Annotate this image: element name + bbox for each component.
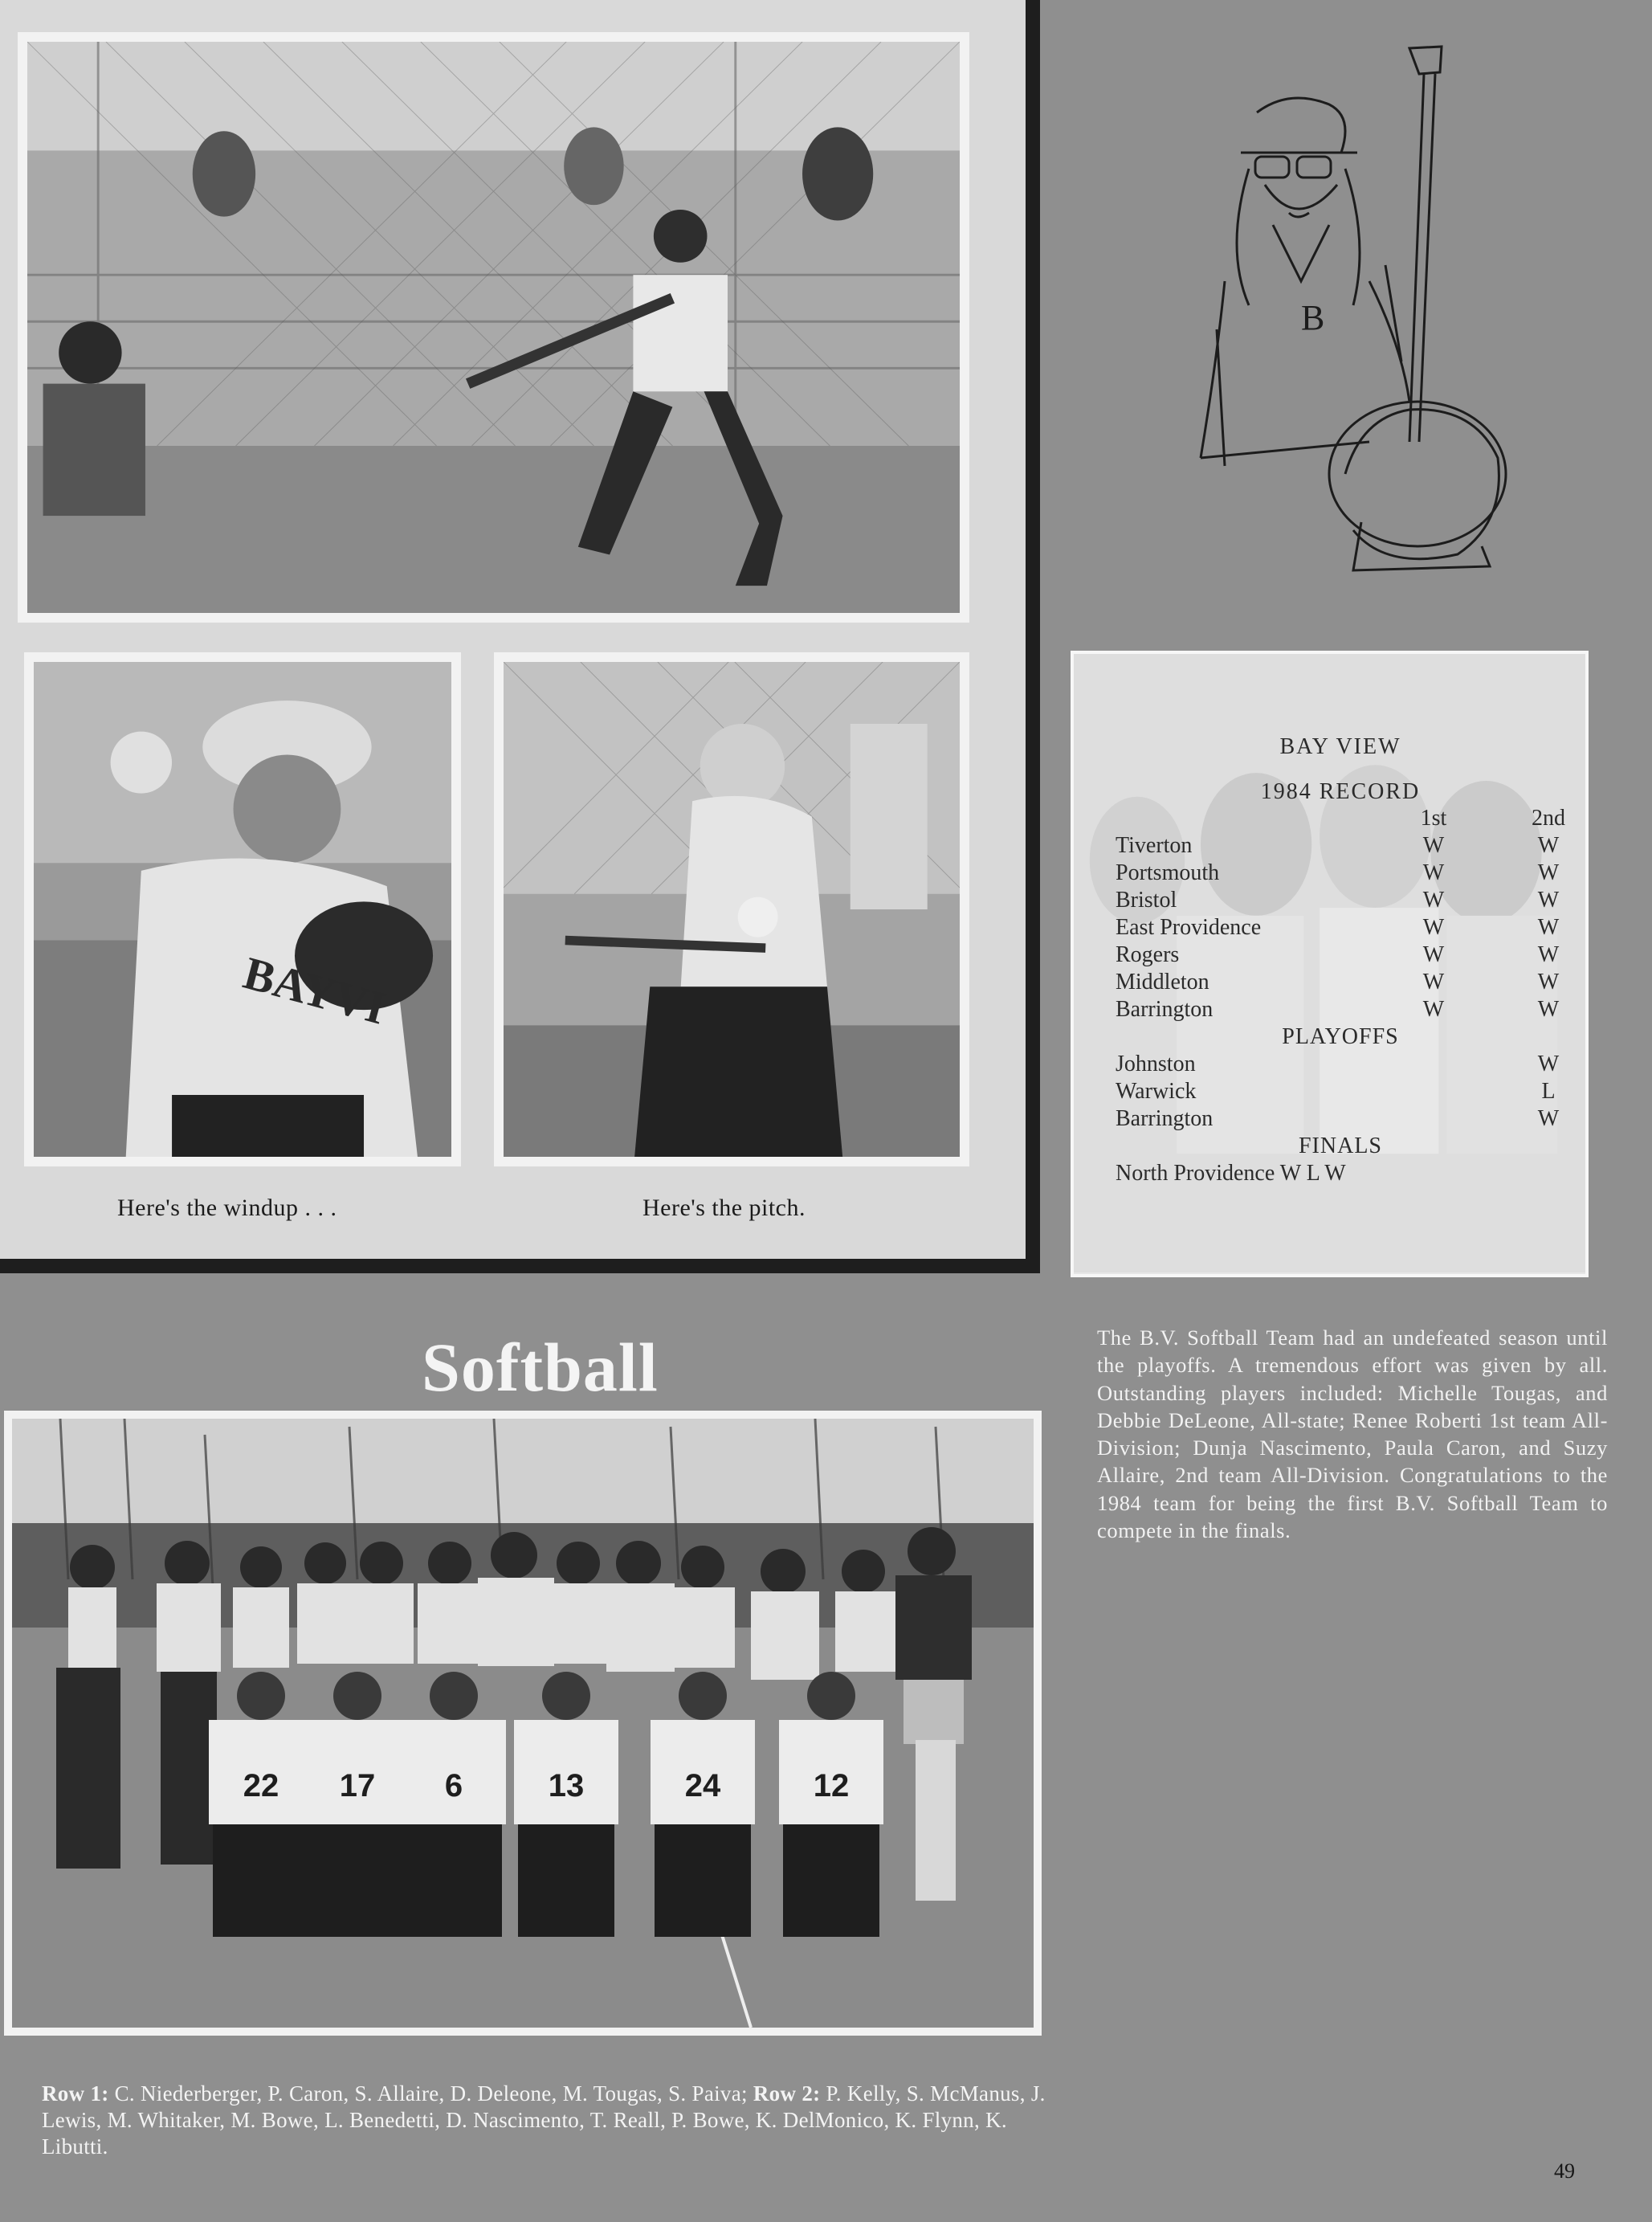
result-first: W <box>1422 860 1445 885</box>
result-first: W <box>1422 997 1445 1022</box>
team-name: Tiverton <box>1116 833 1193 858</box>
team-photo <box>4 1411 1042 2036</box>
finals-result: North Providence W L W <box>1116 1161 1346 1186</box>
jersey-number: 17 <box>339 1768 376 1803</box>
record-subheading: 1984 RECORD <box>1260 779 1421 804</box>
team-name: Bristol <box>1116 888 1177 913</box>
jersey-number: 6 <box>444 1768 463 1803</box>
game-row <box>1116 832 1565 860</box>
player-sketch-drawing <box>1169 40 1522 586</box>
row1-names: C. Niederberger, P. Caron, S. Allaire, D. Deleone, M. Tougas, S. Paiva; <box>108 2081 753 2106</box>
team-name: Johnston <box>1116 1052 1196 1076</box>
jersey-number: 22 <box>243 1768 279 1803</box>
result-second: W <box>1537 915 1560 940</box>
result-first: W <box>1422 888 1445 913</box>
result-second: W <box>1537 1052 1560 1076</box>
pitch-photo <box>494 652 969 1166</box>
record-table <box>1116 734 1565 1187</box>
team-name: Barrington <box>1116 997 1214 1022</box>
playoff-row <box>1116 1051 1565 1078</box>
result-second: W <box>1537 942 1560 967</box>
jersey-number: 13 <box>548 1768 585 1803</box>
jersey-number: 24 <box>684 1768 721 1803</box>
batter-photo <box>18 32 969 623</box>
record-heading: BAY VIEW <box>1279 734 1401 759</box>
result-second: W <box>1537 860 1560 885</box>
game-row <box>1116 941 1565 969</box>
windup-caption: Here's the windup . . . <box>117 1195 337 1221</box>
row1-label: Row 1: <box>42 2081 109 2106</box>
page-number: 49 <box>1554 2159 1575 2183</box>
column-2nd: 2nd <box>1532 806 1565 831</box>
record-column-headers <box>1116 805 1565 832</box>
season-record-box <box>1071 651 1589 1277</box>
result-second: W <box>1537 888 1560 913</box>
jersey-number: 12 <box>813 1768 850 1803</box>
team-name: Warwick <box>1116 1079 1197 1104</box>
pitch-caption: Here's the pitch. <box>642 1195 806 1221</box>
result-second: W <box>1537 833 1560 858</box>
playoffs-list <box>1116 1051 1565 1133</box>
page-title: Softball <box>422 1329 659 1406</box>
windup-photo <box>24 652 461 1166</box>
finals-row <box>1116 1160 1565 1187</box>
result-first: W <box>1422 970 1445 995</box>
team-name: Middleton <box>1116 970 1209 995</box>
roster-caption <box>42 2081 1062 2160</box>
regular-season-list <box>1116 832 1565 1023</box>
game-row <box>1116 969 1565 996</box>
season-summary-text: The B.V. Softball Team had an undefeated season until the playoffs. A tremendous effort was given by all. Outstanding players included: Michelle Tougas, and Debbie DeLeone, All-state; Renee Roberti 1st team All-Division; Dunja Nascimento, Paula Caron, and Suzy Allaire, 2nd team All-Division. Congratulations to the 1984 team for being the first B.V. Softball Team to compete in the finals. <box>1097 1325 1608 1543</box>
game-row <box>1116 914 1565 941</box>
playoff-row <box>1116 1105 1565 1133</box>
result-first: W <box>1422 833 1445 858</box>
playoff-row <box>1116 1078 1565 1105</box>
row2-label: Row 2: <box>753 2081 821 2106</box>
team-name: Portsmouth <box>1116 860 1220 885</box>
game-row <box>1116 860 1565 887</box>
playoffs-label: PLAYOFFS <box>1282 1024 1399 1049</box>
row2-names: P. Kelly, S. McManus, J. Lewis, M. Whitaker, M. Bowe, L. Benedetti, D. Nascimento, T. Reall, P. Bowe, K. DelMonico, K. Flynn, K. Libutti. <box>42 2081 1046 2159</box>
team-name: Barrington <box>1116 1106 1214 1131</box>
finals-label: FINALS <box>1298 1133 1382 1158</box>
column-1st: 1st <box>1420 806 1447 831</box>
result-second: W <box>1537 970 1560 995</box>
game-row <box>1116 996 1565 1023</box>
team-name: Rogers <box>1116 942 1180 967</box>
svg-text:BAYVI: BAYVI <box>238 947 391 1035</box>
result-first: W <box>1422 942 1445 967</box>
result-second: W <box>1537 1106 1560 1131</box>
team-name: East Providence <box>1116 915 1262 940</box>
svg-text:B: B <box>1301 298 1325 337</box>
game-row <box>1116 887 1565 914</box>
result-first: W <box>1422 915 1445 940</box>
result-second: L <box>1541 1079 1556 1104</box>
result-second: W <box>1537 997 1560 1022</box>
